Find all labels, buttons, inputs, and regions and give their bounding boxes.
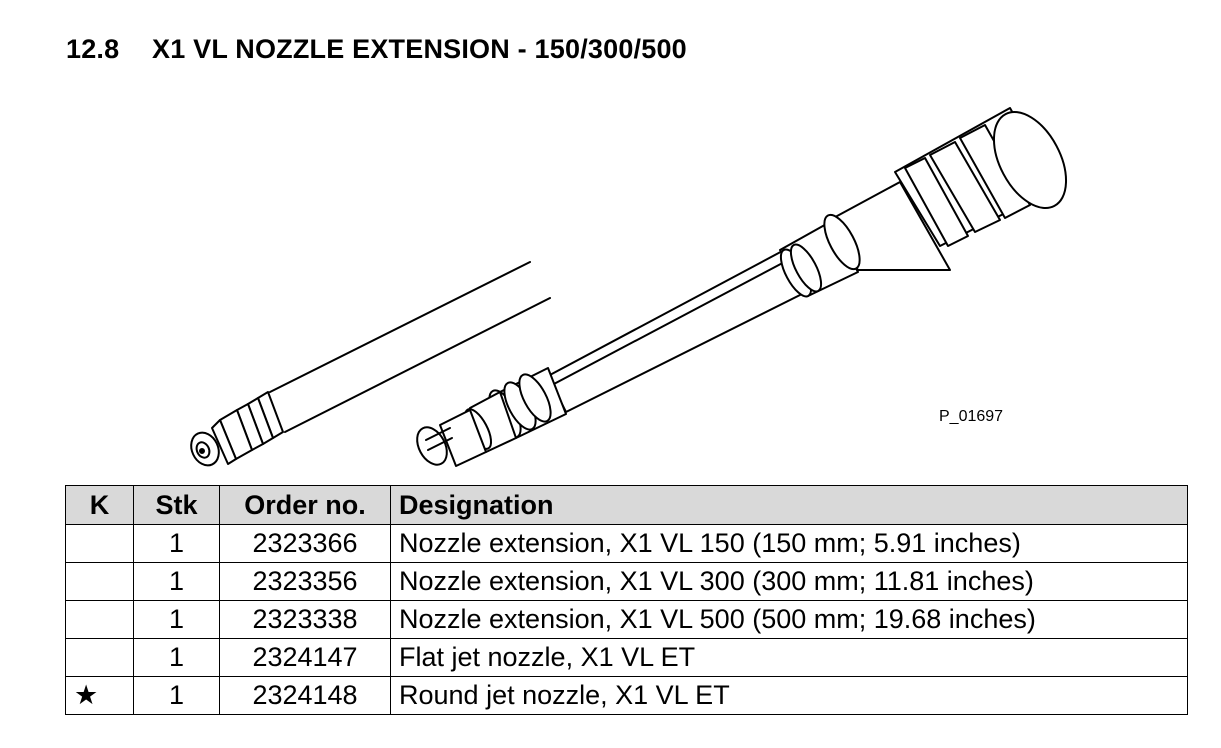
cell-k bbox=[66, 525, 134, 563]
table-row bbox=[66, 525, 1188, 563]
section-title: X1 VL NOZZLE EXTENSION - 150/300/500 bbox=[152, 34, 687, 64]
table-row bbox=[66, 601, 1188, 639]
figure-id-label: P_01697 bbox=[939, 408, 1004, 425]
cell-order-no: 2323338 bbox=[220, 601, 391, 639]
table-row bbox=[66, 563, 1188, 601]
wear-part-star-icon: ★ bbox=[66, 677, 134, 715]
cell-k bbox=[66, 563, 134, 601]
cell-designation: Round jet nozzle, X1 VL ET bbox=[391, 677, 1188, 715]
cell-order-no: 2323366 bbox=[220, 525, 391, 563]
cell-stk: 1 bbox=[134, 601, 220, 639]
cell-stk: 1 bbox=[134, 563, 220, 601]
cell-designation: Flat jet nozzle, X1 VL ET bbox=[391, 639, 1188, 677]
header-k: K bbox=[66, 486, 134, 525]
cell-order-no: 2324148 bbox=[220, 677, 391, 715]
parts-table bbox=[65, 485, 1188, 715]
cell-stk: 1 bbox=[134, 639, 220, 677]
table-row bbox=[66, 639, 1188, 677]
header-order-no: Order no. bbox=[220, 486, 391, 525]
cell-designation: Nozzle extension, X1 VL 300 (300 mm; 11.81 inches) bbox=[391, 563, 1188, 601]
section-number: 12.8 bbox=[66, 34, 120, 64]
cell-designation: Nozzle extension, X1 VL 150 (150 mm; 5.91 inches) bbox=[391, 525, 1188, 563]
table-header-row bbox=[66, 486, 1188, 525]
cell-k bbox=[66, 601, 134, 639]
header-designation: Designation bbox=[391, 486, 1188, 525]
cell-order-no: 2324147 bbox=[220, 639, 391, 677]
cell-stk: 1 bbox=[134, 677, 220, 715]
header-stk: Stk bbox=[134, 486, 220, 525]
cell-stk: 1 bbox=[134, 525, 220, 563]
cell-order-no: 2323356 bbox=[220, 563, 391, 601]
cell-k bbox=[66, 639, 134, 677]
cell-designation: Nozzle extension, X1 VL 500 (500 mm; 19.68 inches) bbox=[391, 601, 1188, 639]
table-row bbox=[66, 677, 1188, 715]
